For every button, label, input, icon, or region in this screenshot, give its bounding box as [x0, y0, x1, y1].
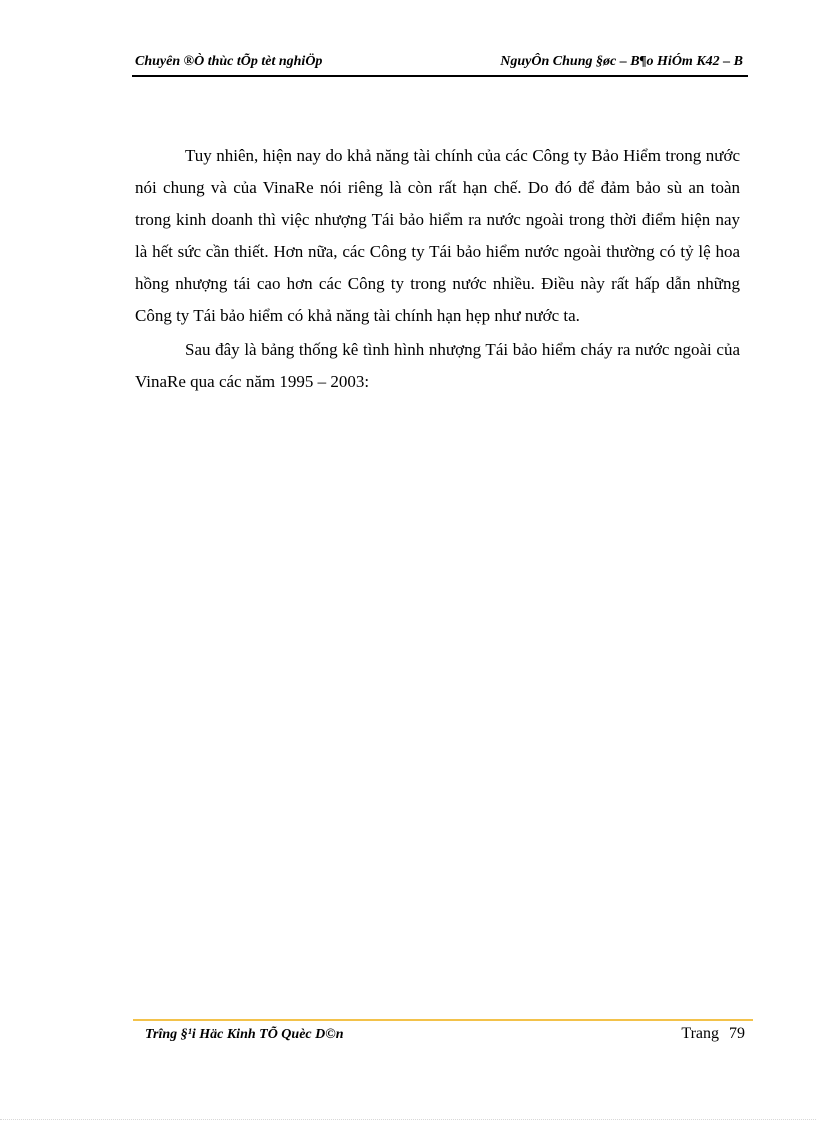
page-label: Trang: [681, 1025, 719, 1042]
paragraph-1: Tuy nhiên, hiện nay do khả năng tài chính của các Công ty Bảo Hiểm trong nước nói chung và của VinaRe nói riêng là còn rất hạn chế. Do đó để đảm bảo sù an toàn trong kinh doanh thì việc nhượng Tái bảo hiểm ra nước ngoài trong thời điểm hiện nay là hết sức cần thiết. Hơn nữa, các Công ty Tái bảo hiểm nước ngoài thường có tỷ lệ hoa hồng nhượng tái cao hơn các Công ty trong nước nhiều. Điều này rất hấp dẫn những Công ty Tái bảo hiểm có khả năng tài chính hạn hẹp như nước ta.: [135, 146, 740, 325]
page-header: [133, 52, 745, 74]
body-text: [135, 140, 740, 400]
footer-school-name: Trîng §¹i Häc Kinh TÕ Quèc D©n: [145, 1027, 344, 1042]
page-footer: [133, 1025, 745, 1049]
paragraph-2: Sau đây là bảng thống kê tình hình nhượng Tái bảo hiểm cháy ra nước ngoài của VinaRe qua các năm 1995 – 2003:: [135, 340, 740, 391]
page-number-block: [681, 1025, 745, 1043]
header-divider: [132, 75, 748, 77]
page-number: 79: [729, 1025, 745, 1042]
header-title: Chuyên ®Ò thùc tÕp tèt nghiÖp: [135, 54, 323, 69]
footer-divider: [133, 1019, 753, 1021]
header-author: NguyÔn Chung §øc – B¶o HiÓm K42 – B: [500, 54, 743, 69]
page-bottom-border: [0, 1119, 816, 1120]
